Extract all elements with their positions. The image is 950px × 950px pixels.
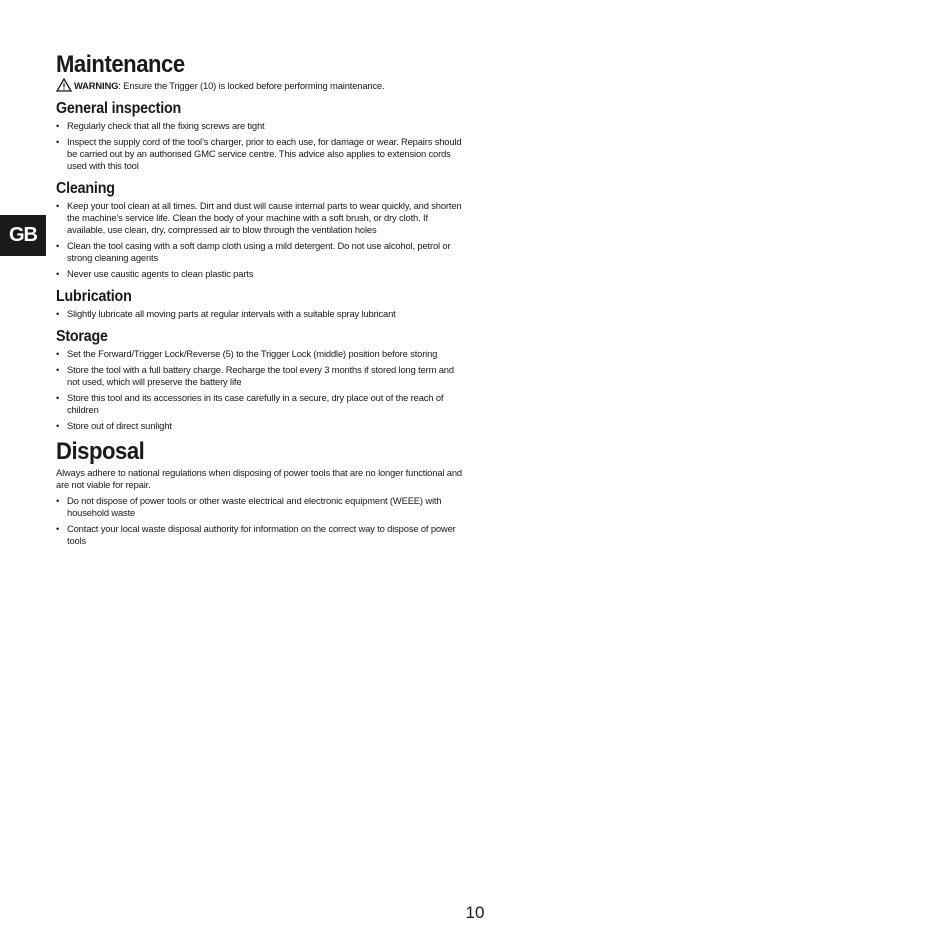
general-inspection-list — [56, 120, 466, 172]
general-inspection-heading: General inspection — [56, 100, 182, 117]
disposal-intro: Always adhere to national regulations when disposing of power tools that are no longer functional and are not viable for repair. — [56, 467, 462, 490]
list-item: • Inspect the supply cord of the tool’s charger, prior to each use, for damage or wear. Repairs should be carried out by an authorised GMC service centre. This advice also applies to extension cords used with this tool — [56, 136, 466, 172]
warning-triangle-icon — [56, 78, 74, 92]
disposal-list — [56, 495, 466, 547]
lubrication-heading: Lubrication — [56, 288, 132, 305]
maintenance-warning — [56, 78, 466, 92]
cleaning-list — [56, 200, 466, 280]
lubrication-section — [56, 287, 466, 320]
list-item: • Do not dispose of power tools or other waste electrical and electronic equipment (WEEE) with household waste — [56, 495, 466, 519]
list-item: • Store this tool and its accessories in its case carefully in a secure, dry place out of the reach of children — [56, 392, 466, 416]
language-tab: GB — [0, 215, 46, 256]
storage-section — [56, 327, 466, 432]
list-item: • Store the tool with a full battery charge. Recharge the tool every 3 months if stored long term and not used, which will preserve the battery life — [56, 364, 466, 388]
list-item: • Regularly check that all the fixing screws are tight — [56, 120, 466, 132]
warning-label: WARNING — [74, 80, 119, 91]
list-item: • Contact your local waste disposal authority for information on the correct way to dispose of power tools — [56, 523, 466, 547]
list-item: • Never use caustic agents to clean plastic parts — [56, 268, 466, 280]
general-inspection-section — [56, 99, 466, 172]
page-content — [56, 50, 466, 551]
warning-text: : Ensure the Trigger (10) is locked before performing maintenance. — [118, 80, 385, 91]
page-number: 10 — [465, 903, 485, 922]
list-item: • Keep your tool clean at all times. Dirt and dust will cause internal parts to wear quickly, and shorten the machine’s service life. Clean the body of your machine with a soft brush, or dry cloth. If available, use clean, dry, compressed air to blow through the ventilation holes — [56, 200, 466, 236]
list-item: • Slightly lubricate all moving parts at regular intervals with a suitable spray lubricant — [56, 308, 466, 320]
storage-heading: Storage — [56, 328, 108, 345]
maintenance-title: Maintenance — [56, 51, 185, 78]
list-item: • Set the Forward/Trigger Lock/Reverse (5) to the Trigger Lock (middle) position before storing — [56, 348, 466, 360]
list-item: • Store out of direct sunlight — [56, 420, 466, 432]
lubrication-list — [56, 308, 466, 320]
disposal-title: Disposal — [56, 438, 145, 465]
cleaning-heading: Cleaning — [56, 180, 115, 197]
list-item: • Clean the tool casing with a soft damp cloth using a mild detergent. Do not use alcohol, petrol or strong cleaning agents — [56, 240, 466, 264]
disposal-section — [56, 437, 466, 547]
storage-list — [56, 348, 466, 432]
cleaning-section — [56, 179, 466, 280]
